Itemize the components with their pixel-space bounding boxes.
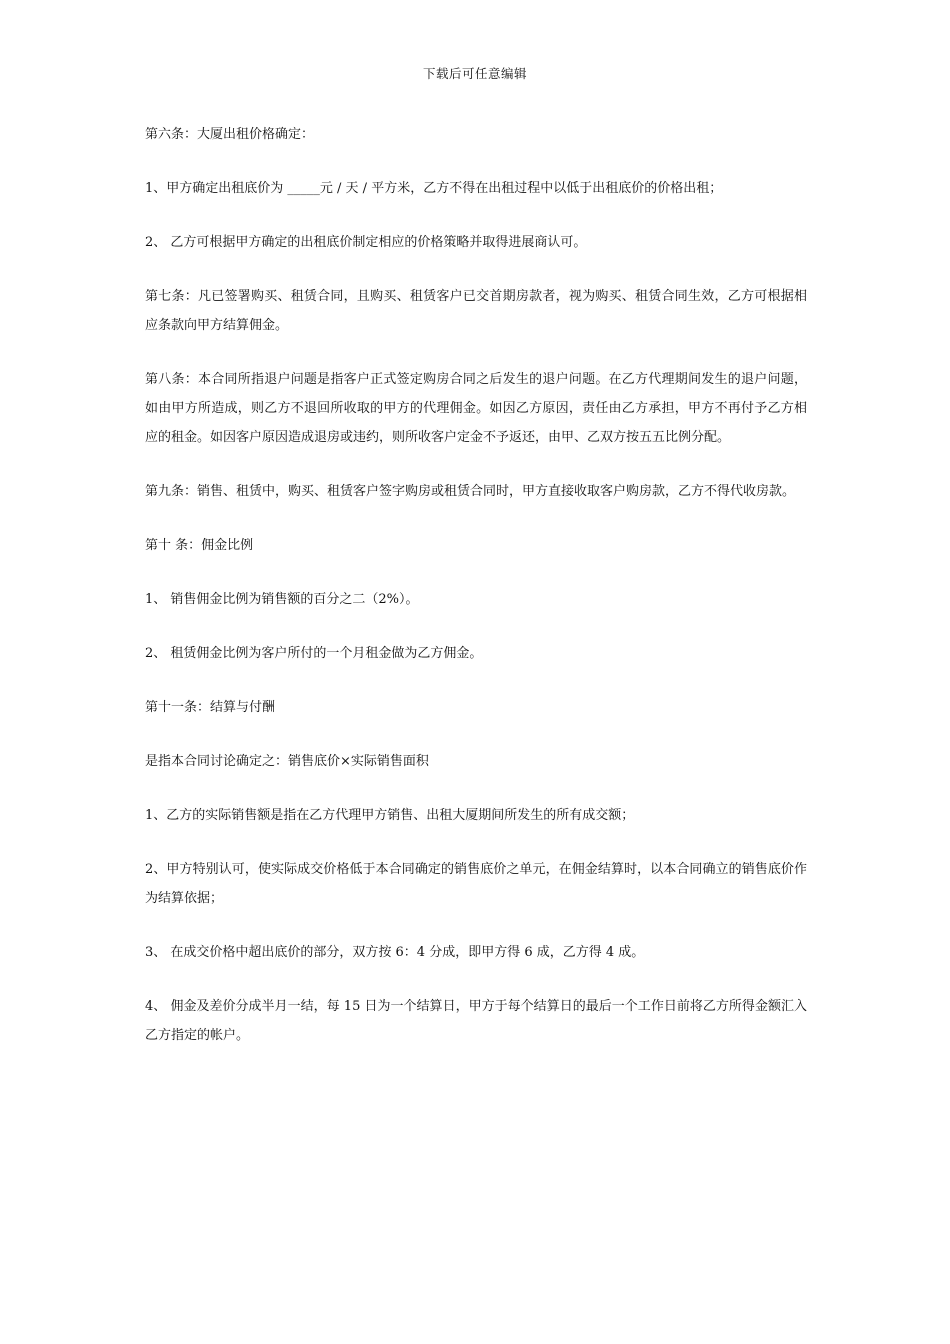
article-9: 第九条：销售、租赁中，购买、租赁客户签字购房或租赁合同时，甲方直接收取客户购房款，乙方不得代收房款。 <box>145 484 796 499</box>
article-10-clause-2: 2、 租赁佣金比例为客户所付的一个月租金做为乙方佣金。 <box>145 646 483 661</box>
article-7: 第七条：凡已签署购买、租赁合同，且购买、租赁客户已交首期房款者，视为购买、租赁合同生效，乙方可根据相应条款向甲方结算佣金。 <box>145 289 807 333</box>
article-6-clause-2: 2、 乙方可根据甲方确定的出租底价制定相应的价格策略并取得进展商认可。 <box>145 235 587 250</box>
article-11-clause-1: 1、乙方的实际销售额是指在乙方代理甲方销售、出租大厦期间所发生的所有成交额； <box>145 808 635 823</box>
article-10-clause-1: 1、 销售佣金比例为销售额的百分之二（2%）。 <box>145 592 419 607</box>
article-11-definition: 是指本合同讨论确定之：销售底价×实际销售面积 <box>145 754 429 769</box>
page-header: 下载后可任意编辑 <box>422 66 527 81</box>
article-11-clause-4: 4、 佣金及差价分成半月一结，每 15 日为一个结算日，甲方于每个结算日的最后一个工作日前将乙方所得金额汇入乙方指定的帐户。 <box>145 999 807 1043</box>
article-11-clause-3: 3、 在成交价格中超出底价的部分，双方按 6：4 分成，即甲方得 6 成，乙方得 4 成。 <box>145 945 645 960</box>
article-6-clause-1: 1、甲方确定出租底价为 _____元 / 天 / 平方米，乙方不得在出租过程中以低于出租底价的价格出租； <box>145 181 723 196</box>
article-11-clause-2: 2、甲方特别认可，使实际成交价格低于本合同确定的销售底价之单元，在佣金结算时，以本合同确立的销售底价作为结算依据； <box>145 862 807 906</box>
article-10-title: 第十 条：佣金比例 <box>145 538 254 553</box>
document-body <box>145 120 807 1075</box>
article-6-title: 第六条：大厦出租价格确定： <box>145 127 315 142</box>
article-8: 第八条：本合同所指退户问题是指客户正式签定购房合同之后发生的退户问题。在乙方代理期间发生的退户问题，如由甲方所造成，则乙方不退回所收取的甲方的代理佣金。如因乙方原因，责任由乙方承担，甲方不再付予乙方相应的租金。如因客户原因造成退房或违约，则所收客户定金不予返还，由甲、乙双方按五五比例分配。 <box>145 372 807 445</box>
article-11-title: 第十一条：结算与付酬 <box>145 700 276 715</box>
